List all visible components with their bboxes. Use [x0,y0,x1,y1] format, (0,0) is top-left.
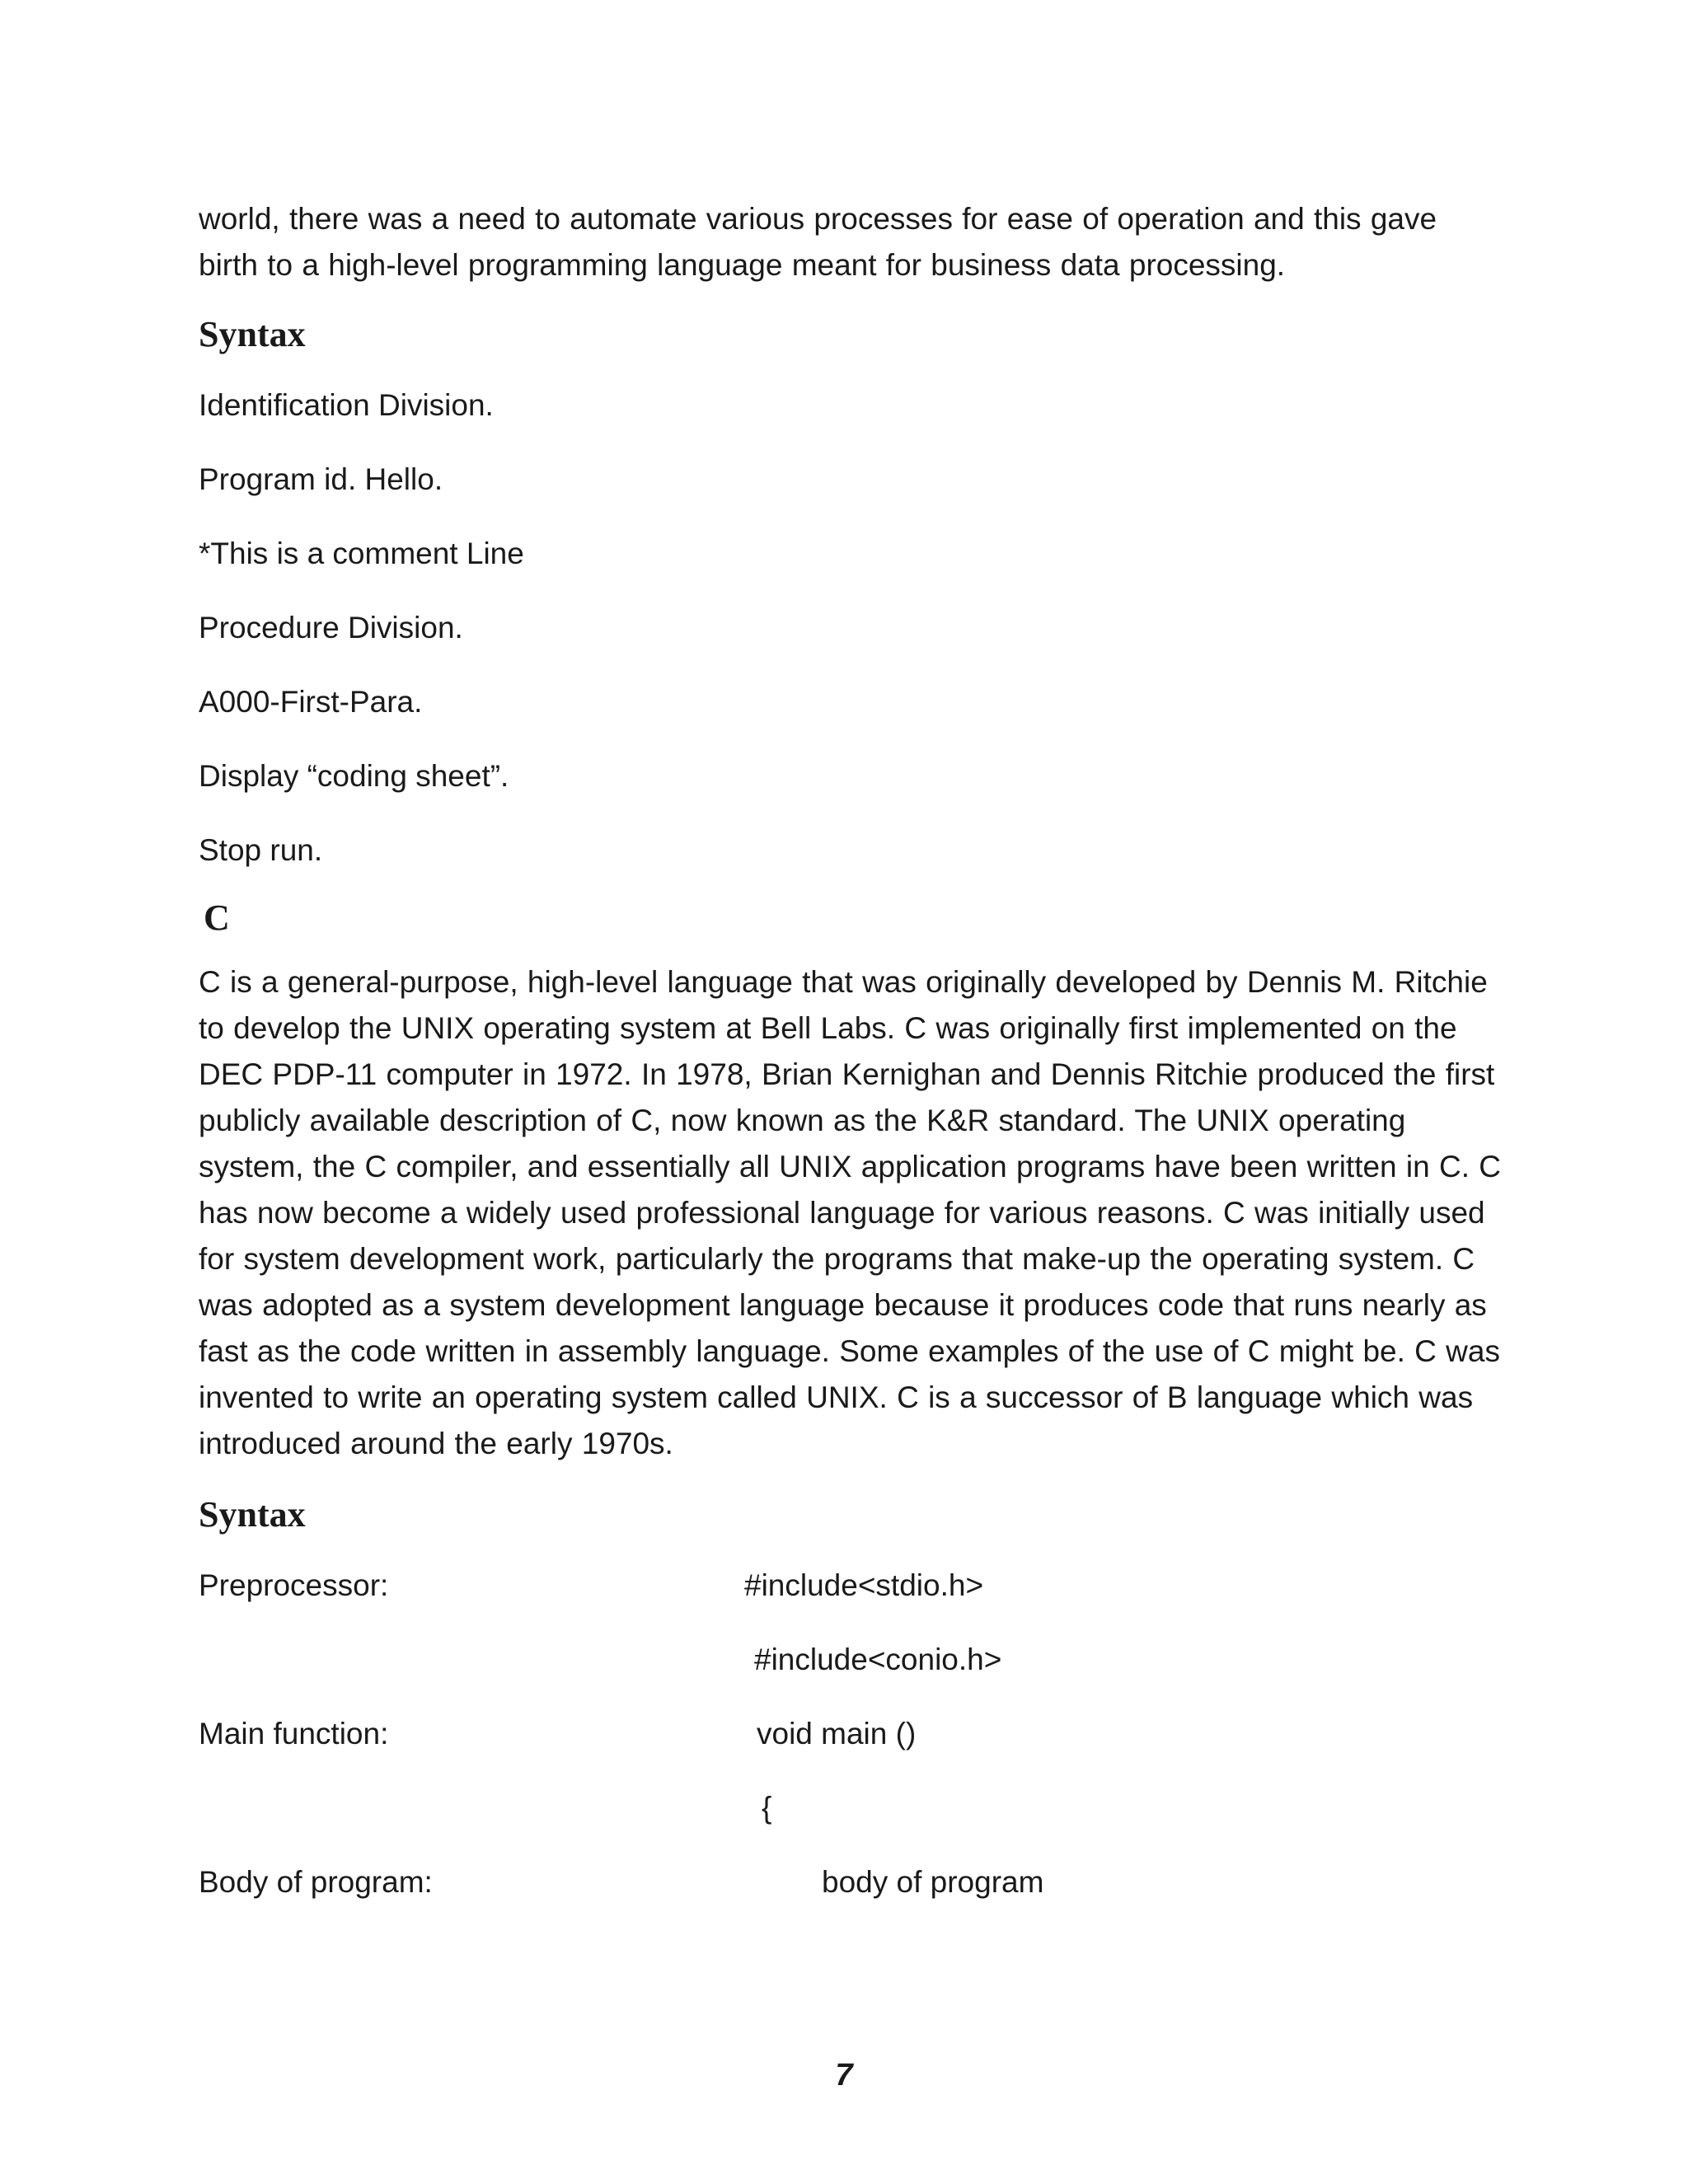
page-number: 7 [835,2058,853,2093]
c-paragraph [199,959,1501,1467]
page-content [199,196,1501,1933]
c-syntax-code: void main () [757,1717,917,1750]
c-paragraph-line: publicly available description of C, now known as the K&R standard. The UNIX operating [199,1104,1406,1137]
cobol-line: *This is a comment Line [199,537,524,570]
c-syntax-row [199,1859,1501,1933]
c-syntax-label: Body of program: [199,1865,433,1899]
c-paragraph-line: invented to write an operating system called UNIX. C is a successor of B language which was [199,1380,1474,1414]
intro-line-1: world, there was a need to automate various processes for ease of operation and this gave [199,202,1437,236]
c-paragraph-line: introduced around the early 1970s. [199,1427,673,1460]
c-syntax-code: #include<conio.h> [754,1643,1002,1676]
c-syntax-label: Main function: [199,1717,389,1750]
c-syntax-block [199,1563,1501,1933]
c-paragraph-line: was adopted as a system development language because it produces code that runs nearly as [199,1288,1487,1322]
cobol-line: Identification Division. [199,388,494,422]
c-paragraph-line: has now become a widely used professional language for various reasons. C was initially used [199,1196,1485,1230]
c-paragraph-line: system, the C compiler, and essentially all UNIX application programs have been written in C. C [199,1150,1501,1183]
c-syntax-code: #include<stdio.h> [744,1568,984,1602]
c-syntax-row [199,1637,1501,1711]
c-syntax-row [199,1785,1501,1859]
c-syntax-code: { [762,1791,772,1825]
c-paragraph-line: for system development work, particularly the programs that make-up the operating system. C [199,1242,1475,1276]
cobol-line: Procedure Division. [199,611,463,644]
cobol-line: Program id. Hello. [199,462,443,496]
c-paragraph-line: fast as the code written in assembly language. Some examples of the use of C might be. C was [199,1334,1500,1368]
c-paragraph-line: DEC PDP-11 computer in 1972. In 1978, Brian Kernighan and Dennis Ritchie produced the first [199,1057,1495,1091]
cobol-syntax-block [199,382,1501,874]
cobol-line: Display “coding sheet”. [199,759,509,793]
c-heading: C [204,898,230,938]
c-syntax-row [199,1711,1501,1785]
c-paragraph-line: to develop the UNIX operating system at Bell Labs. C was originally first implemented on the [199,1011,1457,1045]
cobol-syntax-heading: Syntax [199,314,306,354]
cobol-line: Stop run. [199,833,323,867]
c-paragraph-line: C is a general-purpose, high-level language that was originally developed by Dennis M. Ritchie [199,965,1488,999]
cobol-line: A000-First-Para. [199,685,423,719]
intro-line-2: birth to a high-level programming language meant for business data processing. [199,248,1286,282]
c-syntax-heading: Syntax [199,1494,306,1535]
c-syntax-row [199,1563,1501,1637]
c-syntax-code: body of program [822,1865,1044,1899]
c-syntax-label: Preprocessor: [199,1568,389,1602]
